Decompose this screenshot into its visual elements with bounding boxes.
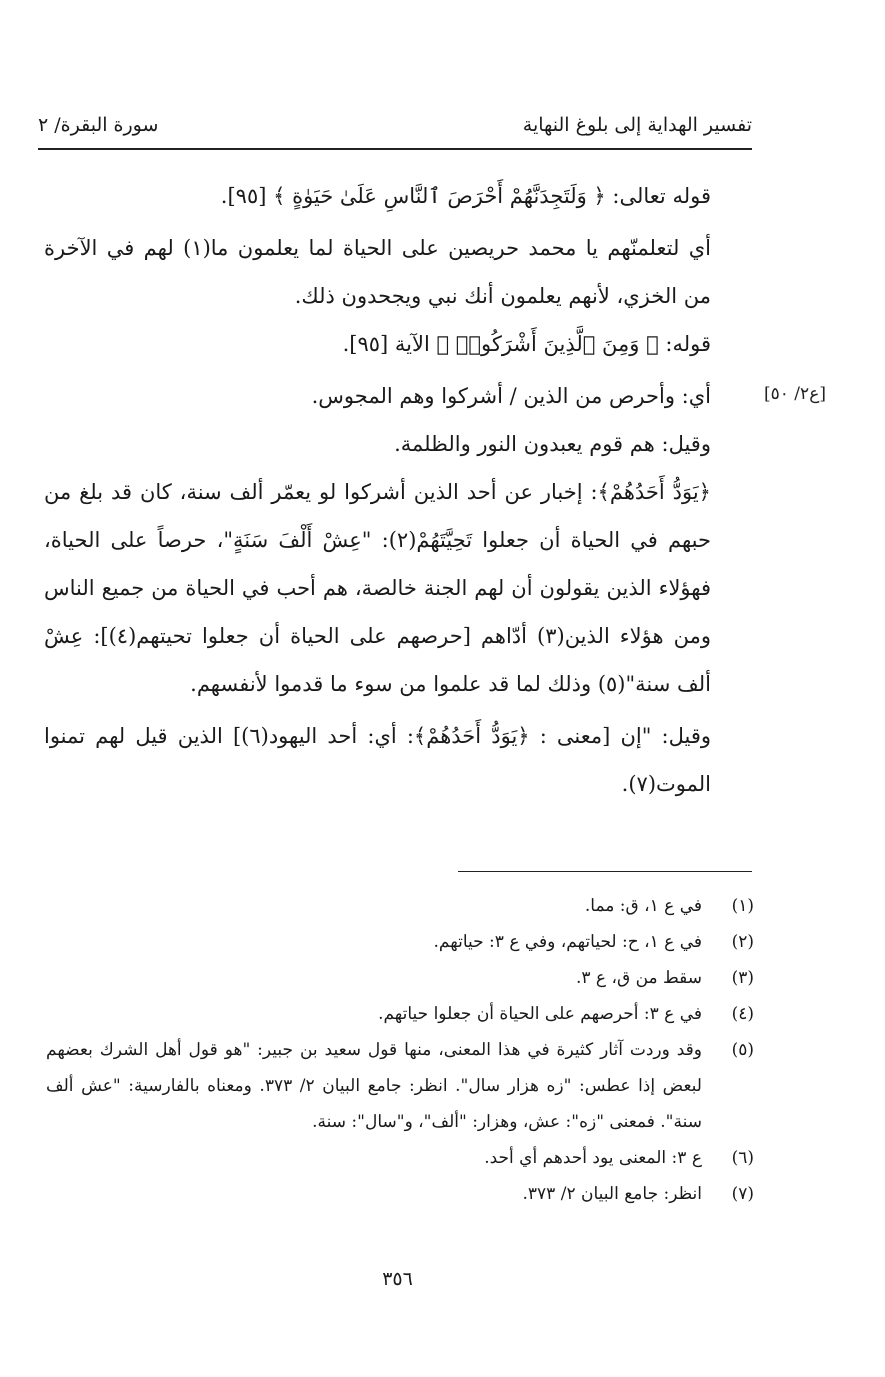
paragraph-verse-95-b: قوله: ﴿ وَمِنَ ٱلَّذِينَ أَشْرَكُوا۟ ﴾ الآية [٩٥]. — [342, 332, 711, 356]
paragraph-explanation-5: وقيل: "إن [معنى : ﴿يَوَدُّ أَحَدُهُمْ﴾: أي: أحد اليهود(٦)] الذين قيل لهم تمنوا الموت(٧). — [44, 724, 712, 796]
footnote-item — [46, 1140, 754, 1176]
footnote-text: في ع ١، ق: مما. — [584, 896, 702, 916]
footnote-text: سقط من ق، ع ٣. — [575, 968, 702, 988]
footnotes — [46, 888, 754, 1212]
footnote-item — [46, 960, 754, 996]
footnote-text: في ع ١، ح: لحياتهم، وفي ع ٣: حياتهم. — [433, 932, 702, 952]
paragraph-explanation-4: ﴿يَوَدُّ أَحَدُهُمْ﴾: إخبار عن أحد الذين أشركوا لو يعمّر ألف سنة، كان قد بلغ من حبهم في الحياة أن جعلوا تَحِيَّتَهُمْ(٢): "عِشْ أَلْفَ سَنَةٍ"، حرصاً على الحياة، فهؤلاء الذين يقولون أن لهم الجنة خالصة، هم أحب في الحياة من جميع الناس ومن هؤلاء الذين(٣) أدّاهم [حرصهم على الحياة أن جعلوا تحيتهم(٤)]: عِشْ ألف سنة"(٥) وذلك لما قد علموا من سوء ما قدموا لأنفسهم. — [44, 480, 711, 696]
footnote-item — [46, 1176, 754, 1212]
footnote-number: (٦) — [731, 1148, 754, 1168]
footnote-number: (٢) — [731, 932, 754, 952]
footnote-item — [46, 1032, 754, 1140]
manuscript-folio-marker: [ع٢/ ٥٠] — [764, 384, 826, 404]
footnote-divider — [458, 871, 752, 872]
footnote-item — [46, 996, 754, 1032]
book-title: تفسير الهداية إلى بلوغ النهاية — [522, 114, 752, 136]
paragraph-verse-95-a: قوله تعالى: ﴿ وَلَتَجِدَنَّهُمْ أَحْرَصَ ٱلنَّاسِ عَلَىٰ حَيَوٰةٍ ﴾ [٩٥]. — [220, 184, 711, 208]
footnote-number: (١) — [731, 896, 754, 916]
footnote-number: (٥) — [731, 1040, 754, 1060]
paragraph-explanation-3: وقيل: هم قوم يعبدون النور والظلمة. — [394, 432, 711, 456]
footnote-text: في ع ٣: أحرصهم على الحياة أن جعلوا حياتهم. — [378, 1004, 702, 1024]
footnote-text: وقد وردت آثار كثيرة في هذا المعنى، منها قول سعيد بن جبير: "هو قول أهل الشرك بعضهم لبعض إذا عطس: "زه هزار سال". انظر: جامع البيان ٢/ ٣٧٣. ومعناه بالفارسية: "عش ألف سنة". فمعنى "زه": عش، وهزار: "ألف"، و"سال": سنة. — [46, 1040, 702, 1132]
footnote-number: (٧) — [731, 1184, 754, 1204]
footnote-number: (٣) — [731, 968, 754, 988]
running-header — [38, 112, 752, 150]
footnote-text: ع ٣: المعنى يود أحدهم أي أحد. — [484, 1148, 702, 1168]
paragraph-explanation-2: أي: وأحرص من الذين / أشركوا وهم المجوس. — [311, 384, 711, 408]
footnote-item — [46, 924, 754, 960]
footnote-text: انظر: جامع البيان ٢/ ٣٧٣. — [522, 1184, 702, 1204]
paragraph-explanation-1: أي لتعلمنّهم يا محمد حريصين على الحياة لما يعلمون ما(١) لهم في الآخرة من الخزي، لأنهم يعلمون أنك نبي ويجحدون ذلك. — [44, 236, 711, 308]
footnote-number: (٤) — [731, 1004, 754, 1024]
footnote-item — [46, 888, 754, 924]
surah-label: سورة البقرة/ ٢ — [38, 114, 159, 136]
page-number: ٣٥٦ — [382, 1268, 413, 1290]
main-text — [44, 172, 751, 808]
